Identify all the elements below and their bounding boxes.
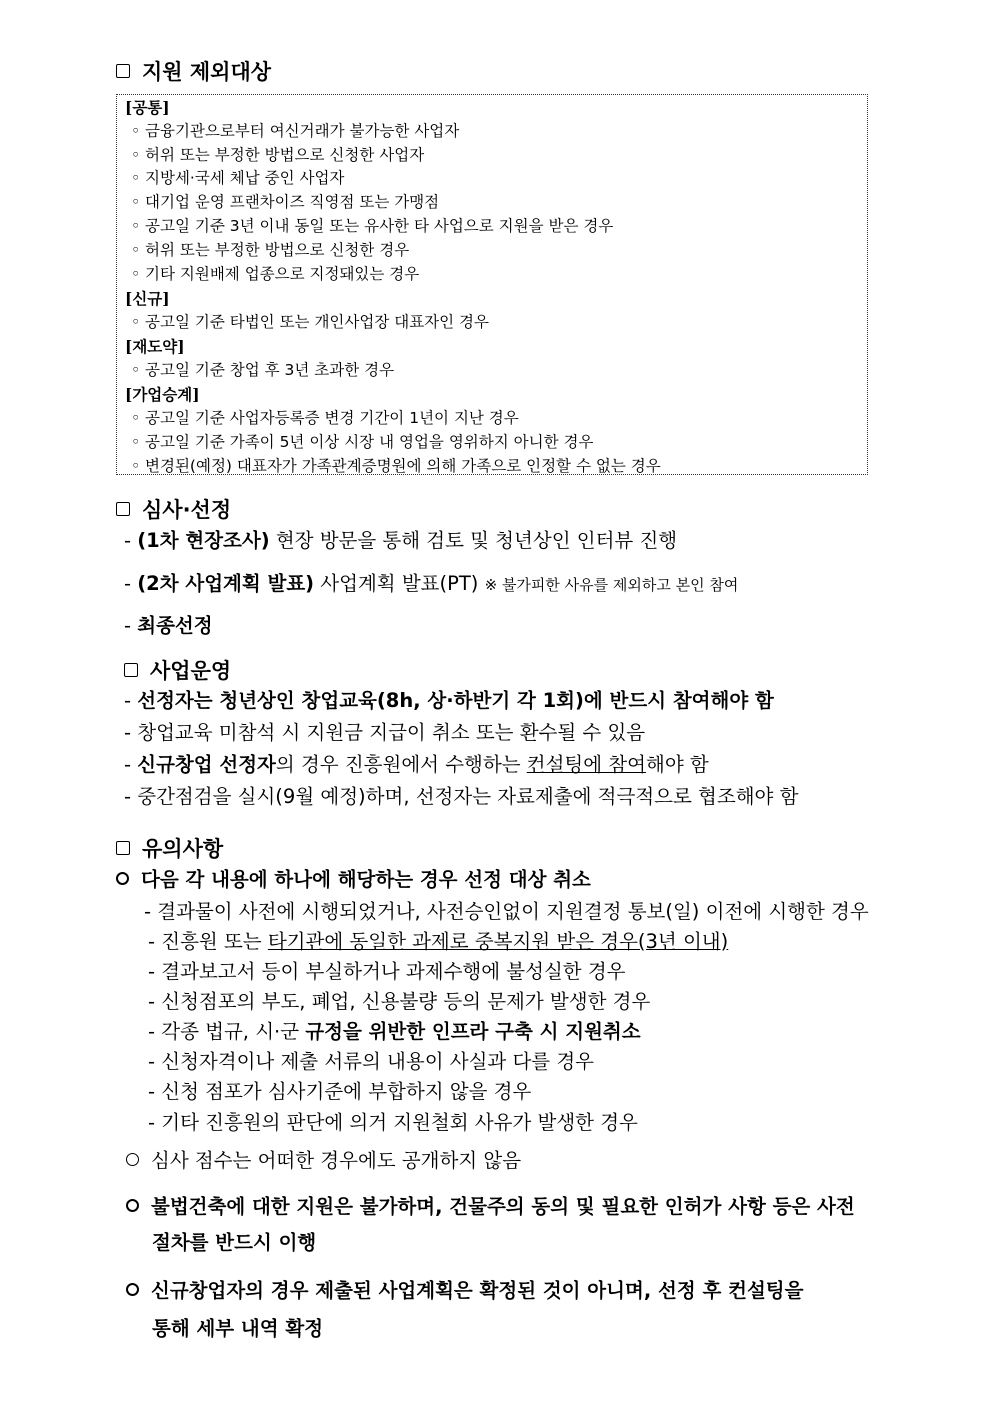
section-heading-review	[116, 494, 231, 524]
section-heading-exclusion	[116, 56, 271, 86]
notes-item-plan-cont: 통해 세부 내역 확정	[152, 1317, 324, 1340]
notes-sub-item: - 신청 점포가 심사기준에 부합하지 않을 경우	[148, 1080, 532, 1103]
circle-bullet-icon	[126, 1153, 139, 1166]
operation-line-1: - 선정자는 청년상인 창업교육(8h, 상·하반기 각 1회)에 반드시 참여해야 함	[124, 689, 774, 712]
notes-item-score: 심사 점수는 어떠한 경우에도 공개하지 않음	[126, 1148, 521, 1174]
bullet-icon: ◦	[131, 241, 141, 259]
section-title: 유의사항	[142, 837, 224, 861]
circle-bullet-icon	[126, 1199, 139, 1212]
list-item: ◦ 금융기관으로부터 여신거래가 불가능한 사업자	[131, 122, 460, 140]
operation-line-2: - 창업교육 미참석 시 지원금 지급이 취소 또는 환수될 수 있음	[124, 721, 646, 744]
notes-item-building: 불법건축에 대한 지원은 불가하며, 건물주의 동의 및 필요한 인허가 사항 등은 사전	[126, 1194, 855, 1220]
category-redo: [재도약]	[125, 337, 185, 356]
category-new: [신규]	[125, 289, 170, 308]
list-item: ◦ 공고일 기준 사업자등록증 변경 기간이 1년이 지난 경우	[131, 409, 519, 427]
checkbox-square-icon	[124, 663, 138, 677]
notes-sub-item: - 신청점포의 부도, 폐업, 신용불량 등의 문제가 발생한 경우	[148, 990, 651, 1013]
operation-line-4: - 중간점검을 실시(9월 예정)하며, 선정자는 자료제출에 적극적으로 협조해야 함	[124, 785, 799, 808]
list-item: ◦ 공고일 기준 창업 후 3년 초과한 경우	[131, 361, 395, 379]
list-item: ◦ 공고일 기준 3년 이내 동일 또는 유사한 타 사업으로 지원을 받은 경우	[131, 217, 614, 235]
operation-line-3: - 신규창업 선정자의 경우 진흥원에서 수행하는 컨설팅에 참여해야 함	[124, 753, 709, 776]
notes-sub-item: - 진흥원 또는 타기관에 동일한 과제로 중복지원 받은 경우(3년 이내)	[148, 930, 729, 953]
circle-bullet-icon	[126, 1283, 139, 1296]
exclusion-box	[116, 94, 868, 475]
notes-sub-item: - 결과물이 사전에 시행되었거나, 사전승인없이 지원결정 통보(일) 이전에 시행한 경우	[144, 900, 869, 923]
category-common: [공통]	[125, 98, 170, 117]
notes-item-plan: 신규창업자의 경우 제출된 사업계획은 확정된 것이 아니며, 선정 후 컨설팅을	[126, 1278, 803, 1304]
bullet-icon: ◦	[131, 457, 141, 475]
bullet-icon: ◦	[131, 193, 141, 211]
bullet-icon: ◦	[131, 265, 141, 283]
notes-sub-item: - 신청자격이나 제출 서류의 내용이 사실과 다를 경우	[148, 1050, 595, 1073]
checkbox-square-icon	[116, 64, 130, 78]
list-item: ◦ 허위 또는 부정한 방법으로 신청한 경우	[131, 241, 410, 259]
section-title: 지원 제외대상	[142, 60, 272, 84]
notes-main-item: 다음 각 내용에 하나에 해당하는 경우 선정 대상 취소	[116, 867, 591, 893]
list-item: ◦ 지방세·국세 체납 중인 사업자	[131, 169, 345, 187]
bullet-icon: ◦	[131, 217, 141, 235]
section-heading-operation	[124, 655, 231, 685]
bullet-icon: ◦	[131, 361, 141, 379]
category-succession: [가업승계]	[125, 385, 200, 404]
notes-item-building-cont: 절차를 반드시 이행	[152, 1231, 317, 1254]
list-item: ◦ 공고일 기준 타법인 또는 개인사업장 대표자인 경우	[131, 313, 489, 331]
bullet-icon: ◦	[131, 122, 141, 140]
checkbox-square-icon	[116, 502, 130, 516]
section-title: 사업운영	[150, 659, 232, 683]
review-step-2: - (2차 사업계획 발표) 사업계획 발표(PT) ※ 불가피한 사유를 제외하고 본인 참여	[124, 572, 739, 595]
review-step-final: - 최종선정	[124, 614, 213, 637]
bullet-icon: ◦	[131, 146, 141, 164]
notes-sub-item: - 각종 법규, 시·군 규정을 위반한 인프라 구축 시 지원취소	[148, 1020, 641, 1043]
circle-bullet-icon	[116, 872, 129, 885]
bullet-icon: ◦	[131, 409, 141, 427]
list-item: ◦ 허위 또는 부정한 방법으로 신청한 사업자	[131, 146, 425, 164]
section-heading-notes	[116, 833, 223, 863]
list-item: ◦ 기타 지원배제 업종으로 지정돼있는 경우	[131, 265, 420, 283]
list-item: ◦ 공고일 기준 가족이 5년 이상 시장 내 영업을 영위하지 아니한 경우	[131, 433, 594, 451]
bullet-icon: ◦	[131, 169, 141, 187]
bullet-icon: ◦	[131, 313, 141, 331]
review-step-1: - (1차 현장조사) 현장 방문을 통해 검토 및 청년상인 인터뷰 진행	[124, 529, 678, 552]
list-item: ◦ 대기업 운영 프랜차이즈 직영점 또는 가맹점	[131, 193, 440, 211]
section-title: 심사·선정	[142, 498, 232, 522]
bullet-icon: ◦	[131, 433, 141, 451]
notes-sub-item: - 기타 진흥원의 판단에 의거 지원철회 사유가 발생한 경우	[148, 1111, 638, 1134]
checkbox-square-icon	[116, 841, 130, 855]
list-item: ◦ 변경된(예정) 대표자가 가족관계증명원에 의해 가족으로 인정할 수 없는 경우	[131, 457, 661, 475]
notes-sub-item: - 결과보고서 등이 부실하거나 과제수행에 불성실한 경우	[148, 960, 626, 983]
